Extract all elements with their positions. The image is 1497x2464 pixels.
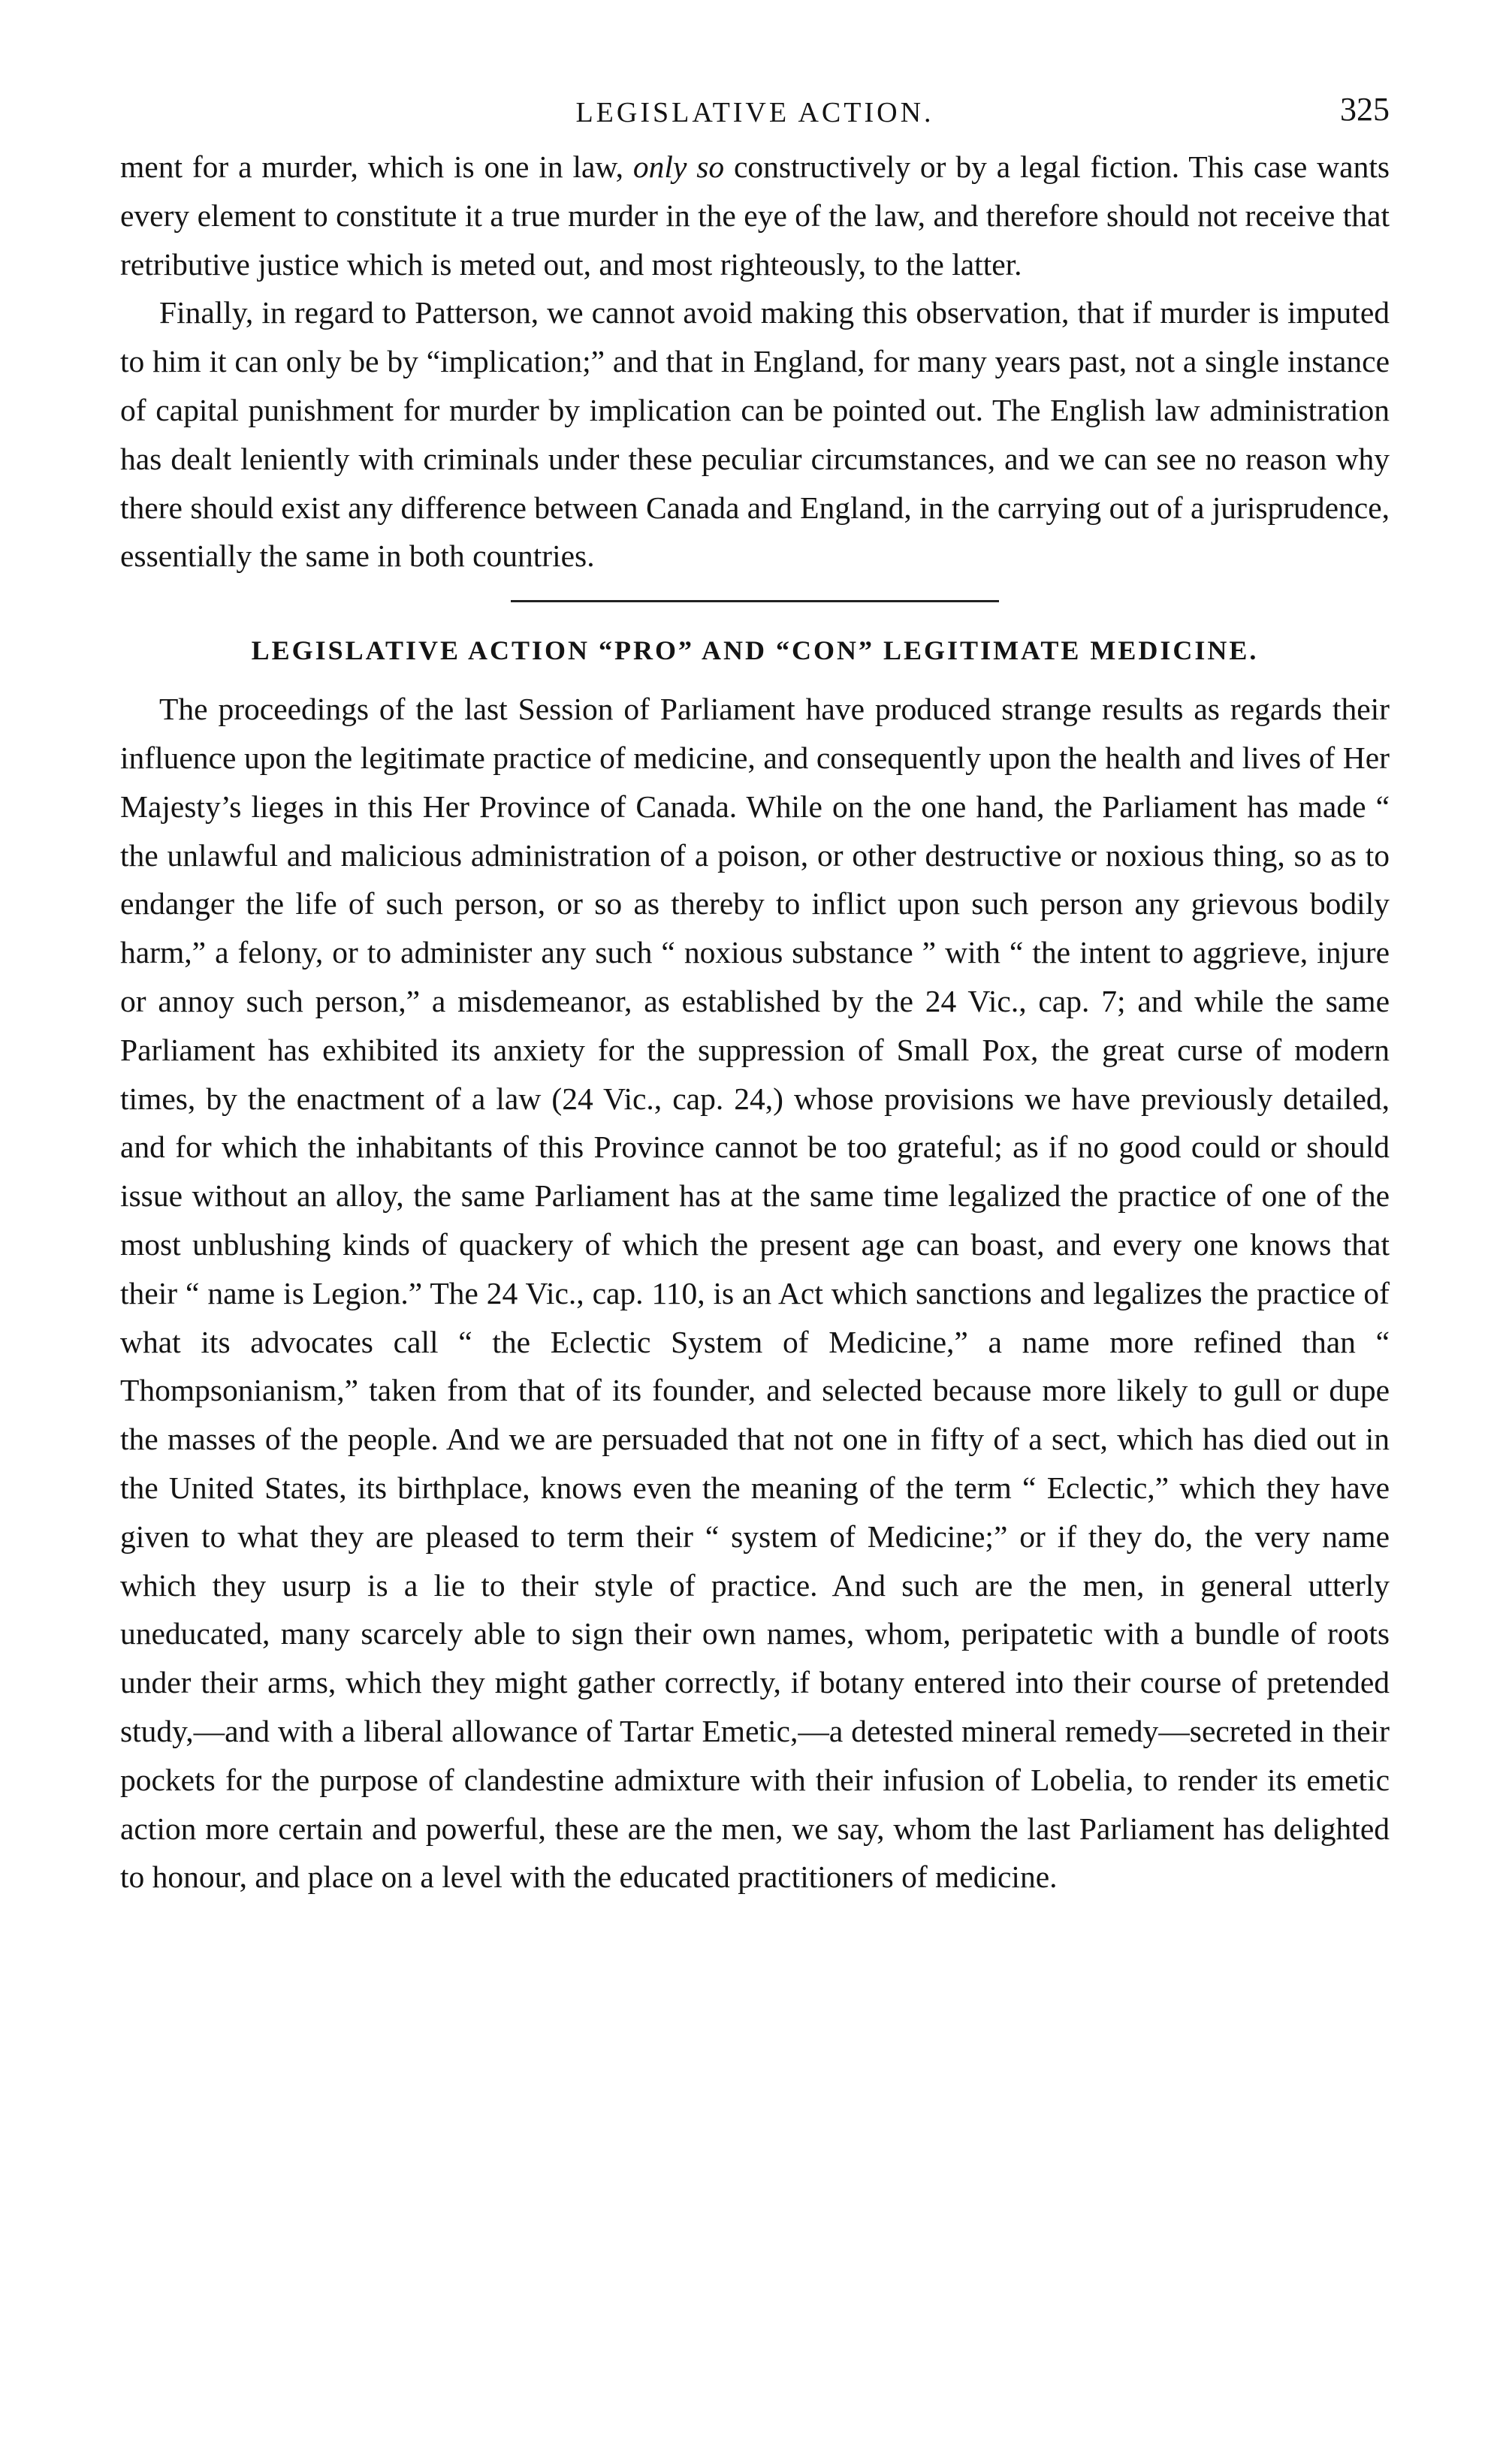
emphasis-text: only so	[632, 149, 725, 184]
section-heading: LEGISLATIVE ACTION “PRO” AND “CON” LEGITIMATE MEDICINE.	[251, 635, 1259, 666]
paragraph-text: ment for a murder, which is one in law,	[120, 149, 633, 184]
paragraph-text: constructively or by a legal fiction. This case wants every element to constitute it a true murder in the eye of the law, and therefore should not receive that retributive justice which is meted out, and most righteously, to the latter.	[120, 149, 1390, 282]
paragraph-legislation: The proceedings of the last Session of Parliament have produced strange results as regards their influence upon the legitimate practice of medicine, and consequently upon the health and lives of Her Majesty’s lieges in this Her Province of Canada. While on the one hand, the Parliament has made “ the unlawful and malicious administration of a poison, or other destructive or noxious thing, so as to endanger the life of such person, or so as thereby to inflict upon such person any grievous bodily harm,” a felony, or to administer any such “ noxious substance ” with “ the intent to aggrieve, injure or annoy such person,” a misdemeanor, as established by the 24 Vic., cap. 7; and while the same Parliament has exhibited its anxiety for the suppression of Small Pox, the great curse of modern times, by the enactment of a law (24 Vic., cap. 24,) whose provisions we have previously detailed, and for which the inhabitants of this Province cannot be too grateful; as if no good could or should issue without an alloy, the same Parliament has at the same time legalized the practice of one of the most unblushing kinds of quackery of which the present age can boast, and every one knows that their “ name is Legion.” The 24 Vic., cap. 110, is an Act which sanctions and legalizes the practice of what its advocates call “ the Eclectic System of Medicine,” a name more refined than “ Thompsonianism,” taken from that of its founder, and selected because more likely to gull or dupe the masses of the people. And we are persuaded that not one in fifty of a sect, which has died out in the United States, its birthplace, knows even the meaning of the term “ Eclectic,” which they have given to what they are pleased to term their “ system of Medicine;” or if they do, the very name which they usurp is a lie to their style of practice. And such are the men, in general utterly uneducated, many scarcely able to sign their own names, whom, peripatetic with a bundle of roots under their arms, which they might gather correctly, if botany entered into their course of pretended study,—and with a liberal allowance of Tartar Emetic,—a detested mineral remedy—secreted in their pockets for the purpose of clandestine admixture with their infusion of Lobelia, to render its emetic action more certain and powerful, these are the men, we say, whom the last Parliament has delighted to honour, and place on a level with the educated practitioners of medicine.	[120, 692, 1390, 1895]
book-page	[120, 90, 1390, 1902]
paragraph-patterson: Finally, in regard to Patterson, we cannot avoid making this observation, that if murder is imputed to him it can only be by “implication;” and that in England, for many years past, not a single instance of capital punishment for murder by implication can be pointed out. The English law administration has dealt leniently with criminals under these peculiar circumstances, and we can see no reason why there should exist any difference between Canada and England, in the carrying out of a jurisprudence, essentially the same in both countries.	[120, 295, 1390, 574]
paragraph-continuation	[120, 143, 1390, 288]
page-number: 325	[1340, 91, 1390, 128]
running-title: LEGISLATIVE ACTION.	[575, 97, 934, 128]
running-head	[120, 90, 1390, 143]
section-divider	[511, 600, 999, 602]
